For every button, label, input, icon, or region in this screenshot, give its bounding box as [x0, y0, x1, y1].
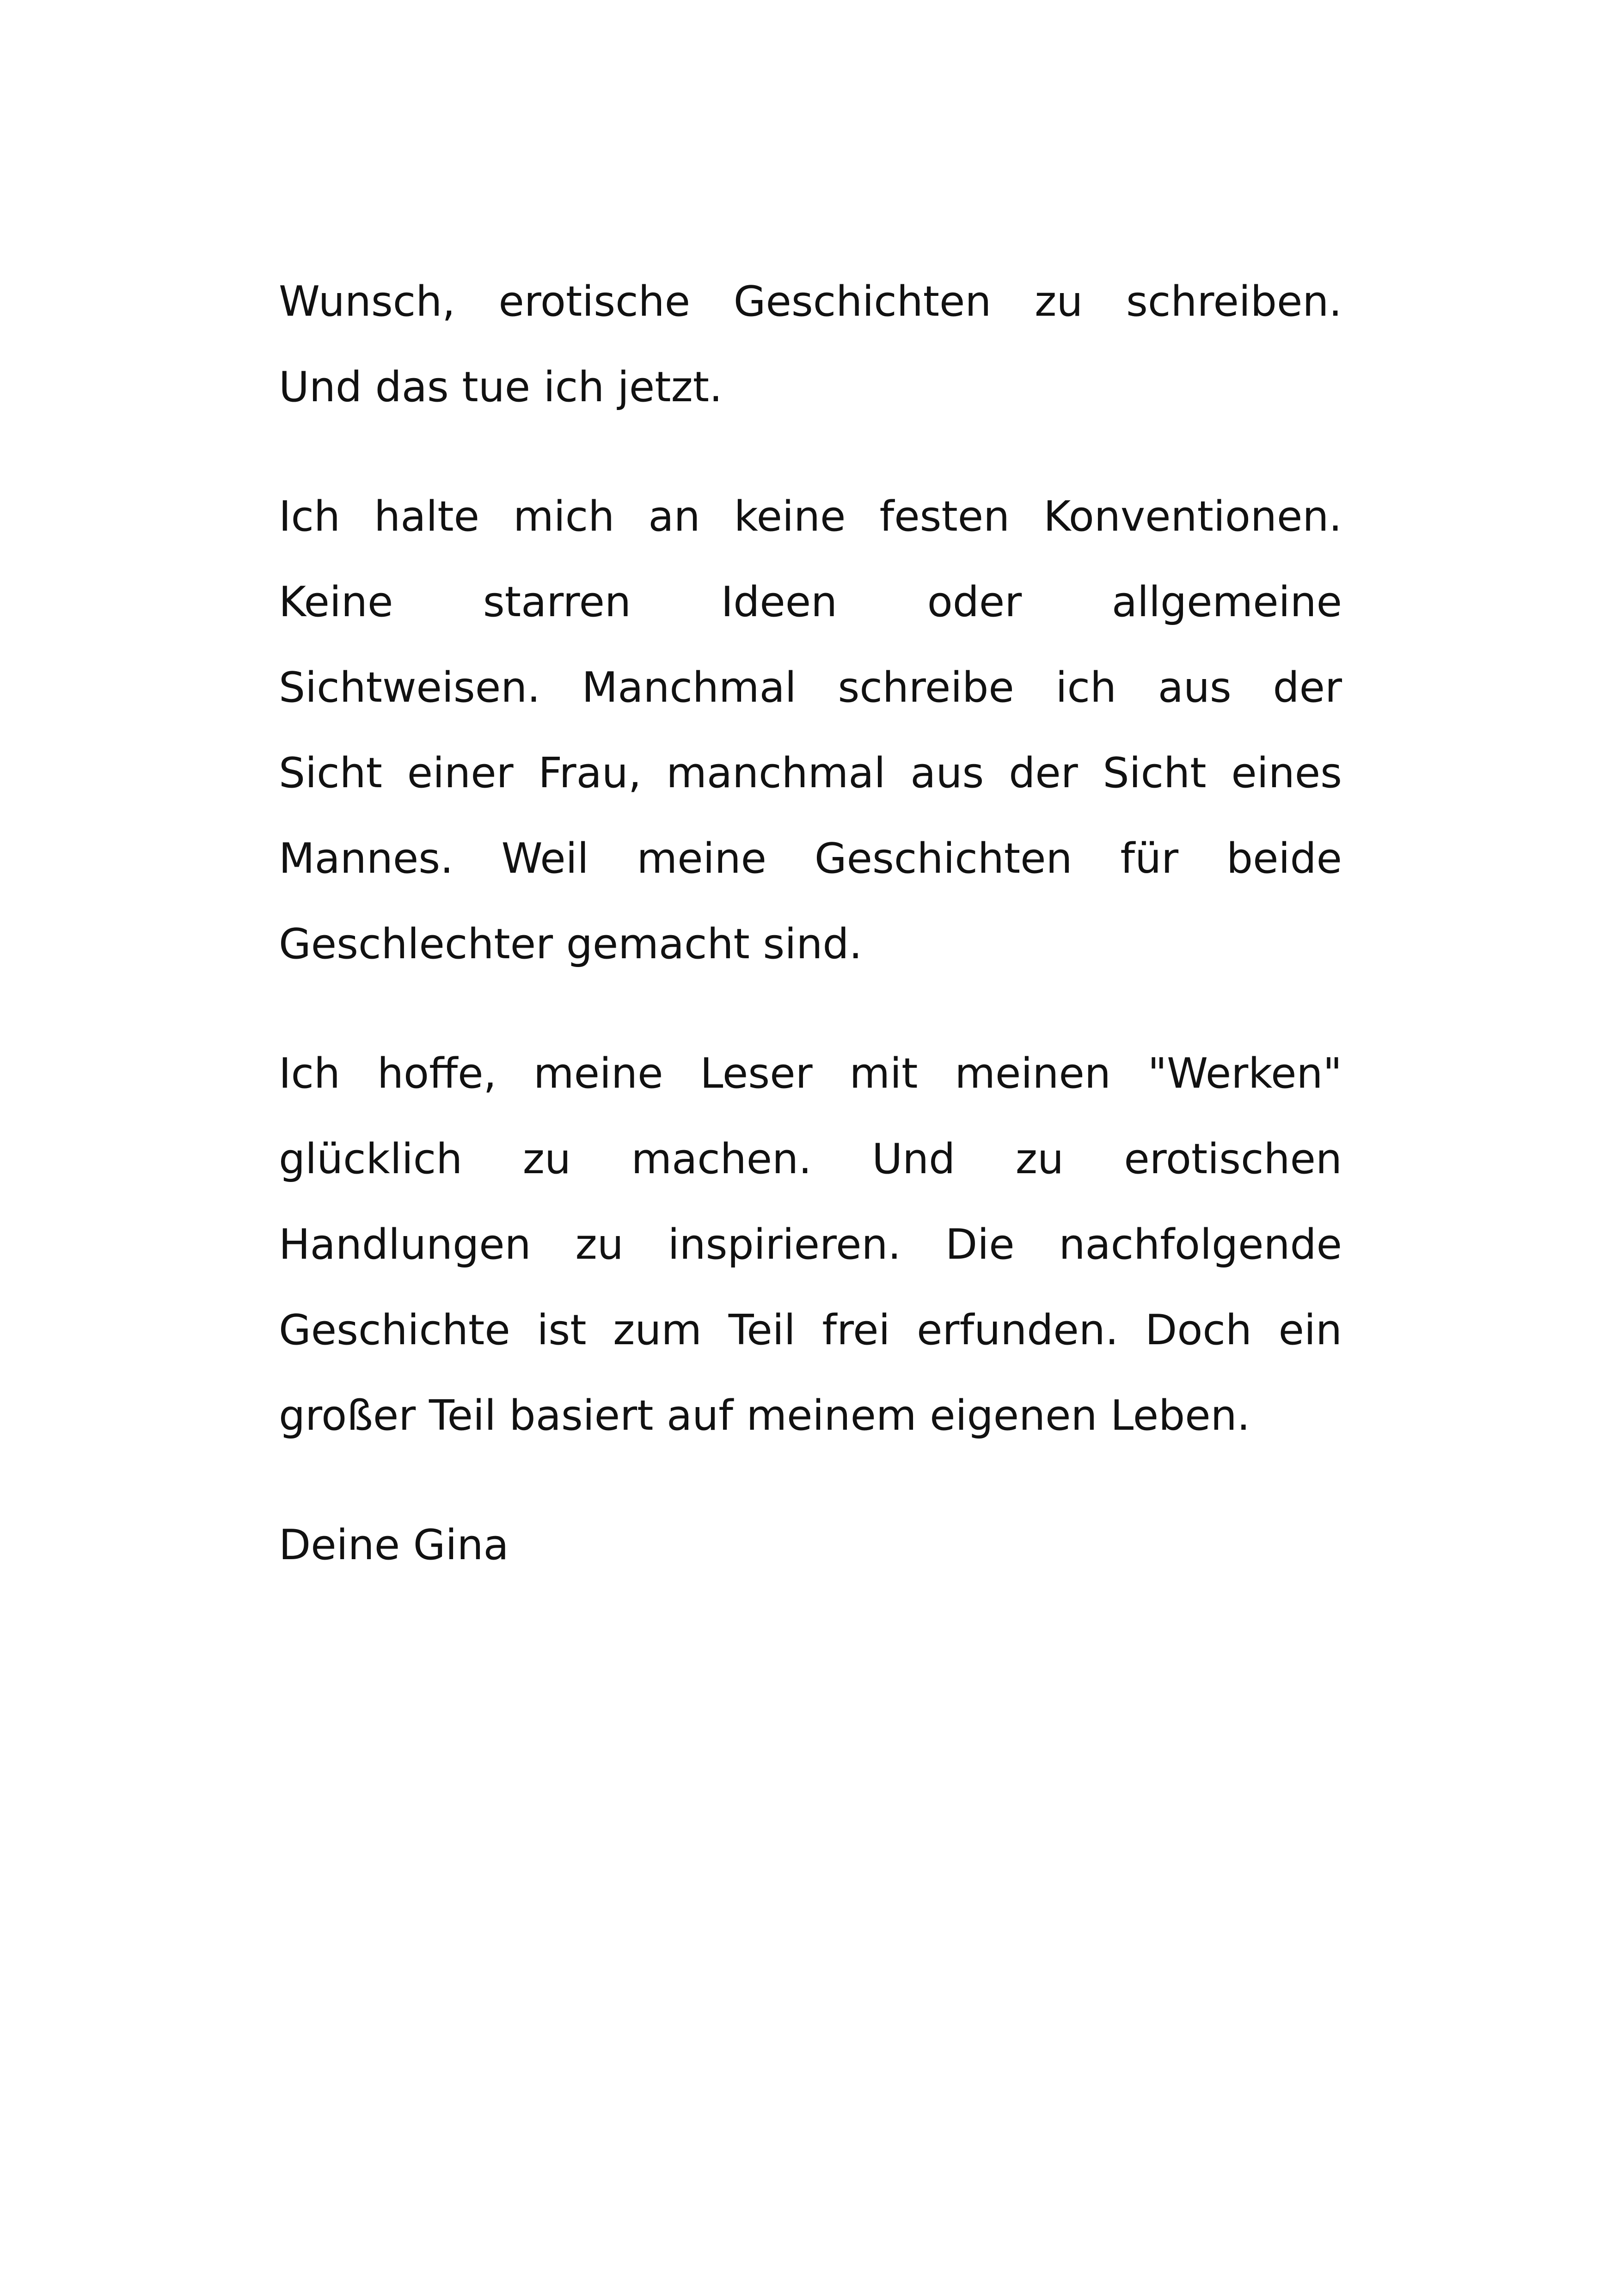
paragraph-conventions [279, 474, 1342, 987]
text-line: glücklich zu machen. Und zu erotischen [279, 1135, 1342, 1183]
text-line: Ich hoffe, meine Leser mit meinen "Werken" [279, 1049, 1342, 1098]
text-line: Geschichte ist zum Teil frei erfunden. Doch ein [279, 1306, 1342, 1354]
text-line: Handlungen zu inspirieren. Die nachfolgende [279, 1220, 1342, 1269]
text-line: Und das tue ich jetzt. [279, 363, 723, 411]
text-line: Sichtweisen. Manchmal schreibe ich aus der [279, 663, 1342, 712]
text-line: Mannes. Weil meine Geschichten für beide [279, 834, 1342, 883]
text-line: Wunsch, erotische Geschichten zu schreiben. [279, 277, 1342, 326]
paragraph-hope [279, 1031, 1342, 1458]
text-line: Sicht einer Frau, manchmal aus der Sicht eines [279, 749, 1342, 797]
body-text [279, 259, 1342, 1632]
signature [279, 1502, 1342, 1588]
text-line: großer Teil basiert auf meinem eigenen Leben. [279, 1391, 1250, 1440]
text-line: Keine starren Ideen oder allgemeine [279, 578, 1342, 626]
signature-text: Deine Gina [279, 1521, 509, 1569]
paragraph-intro [279, 259, 1342, 430]
text-line: Ich halte mich an keine festen Konventionen. [279, 492, 1342, 541]
text-line: Geschlechter gemacht sind. [279, 920, 863, 968]
